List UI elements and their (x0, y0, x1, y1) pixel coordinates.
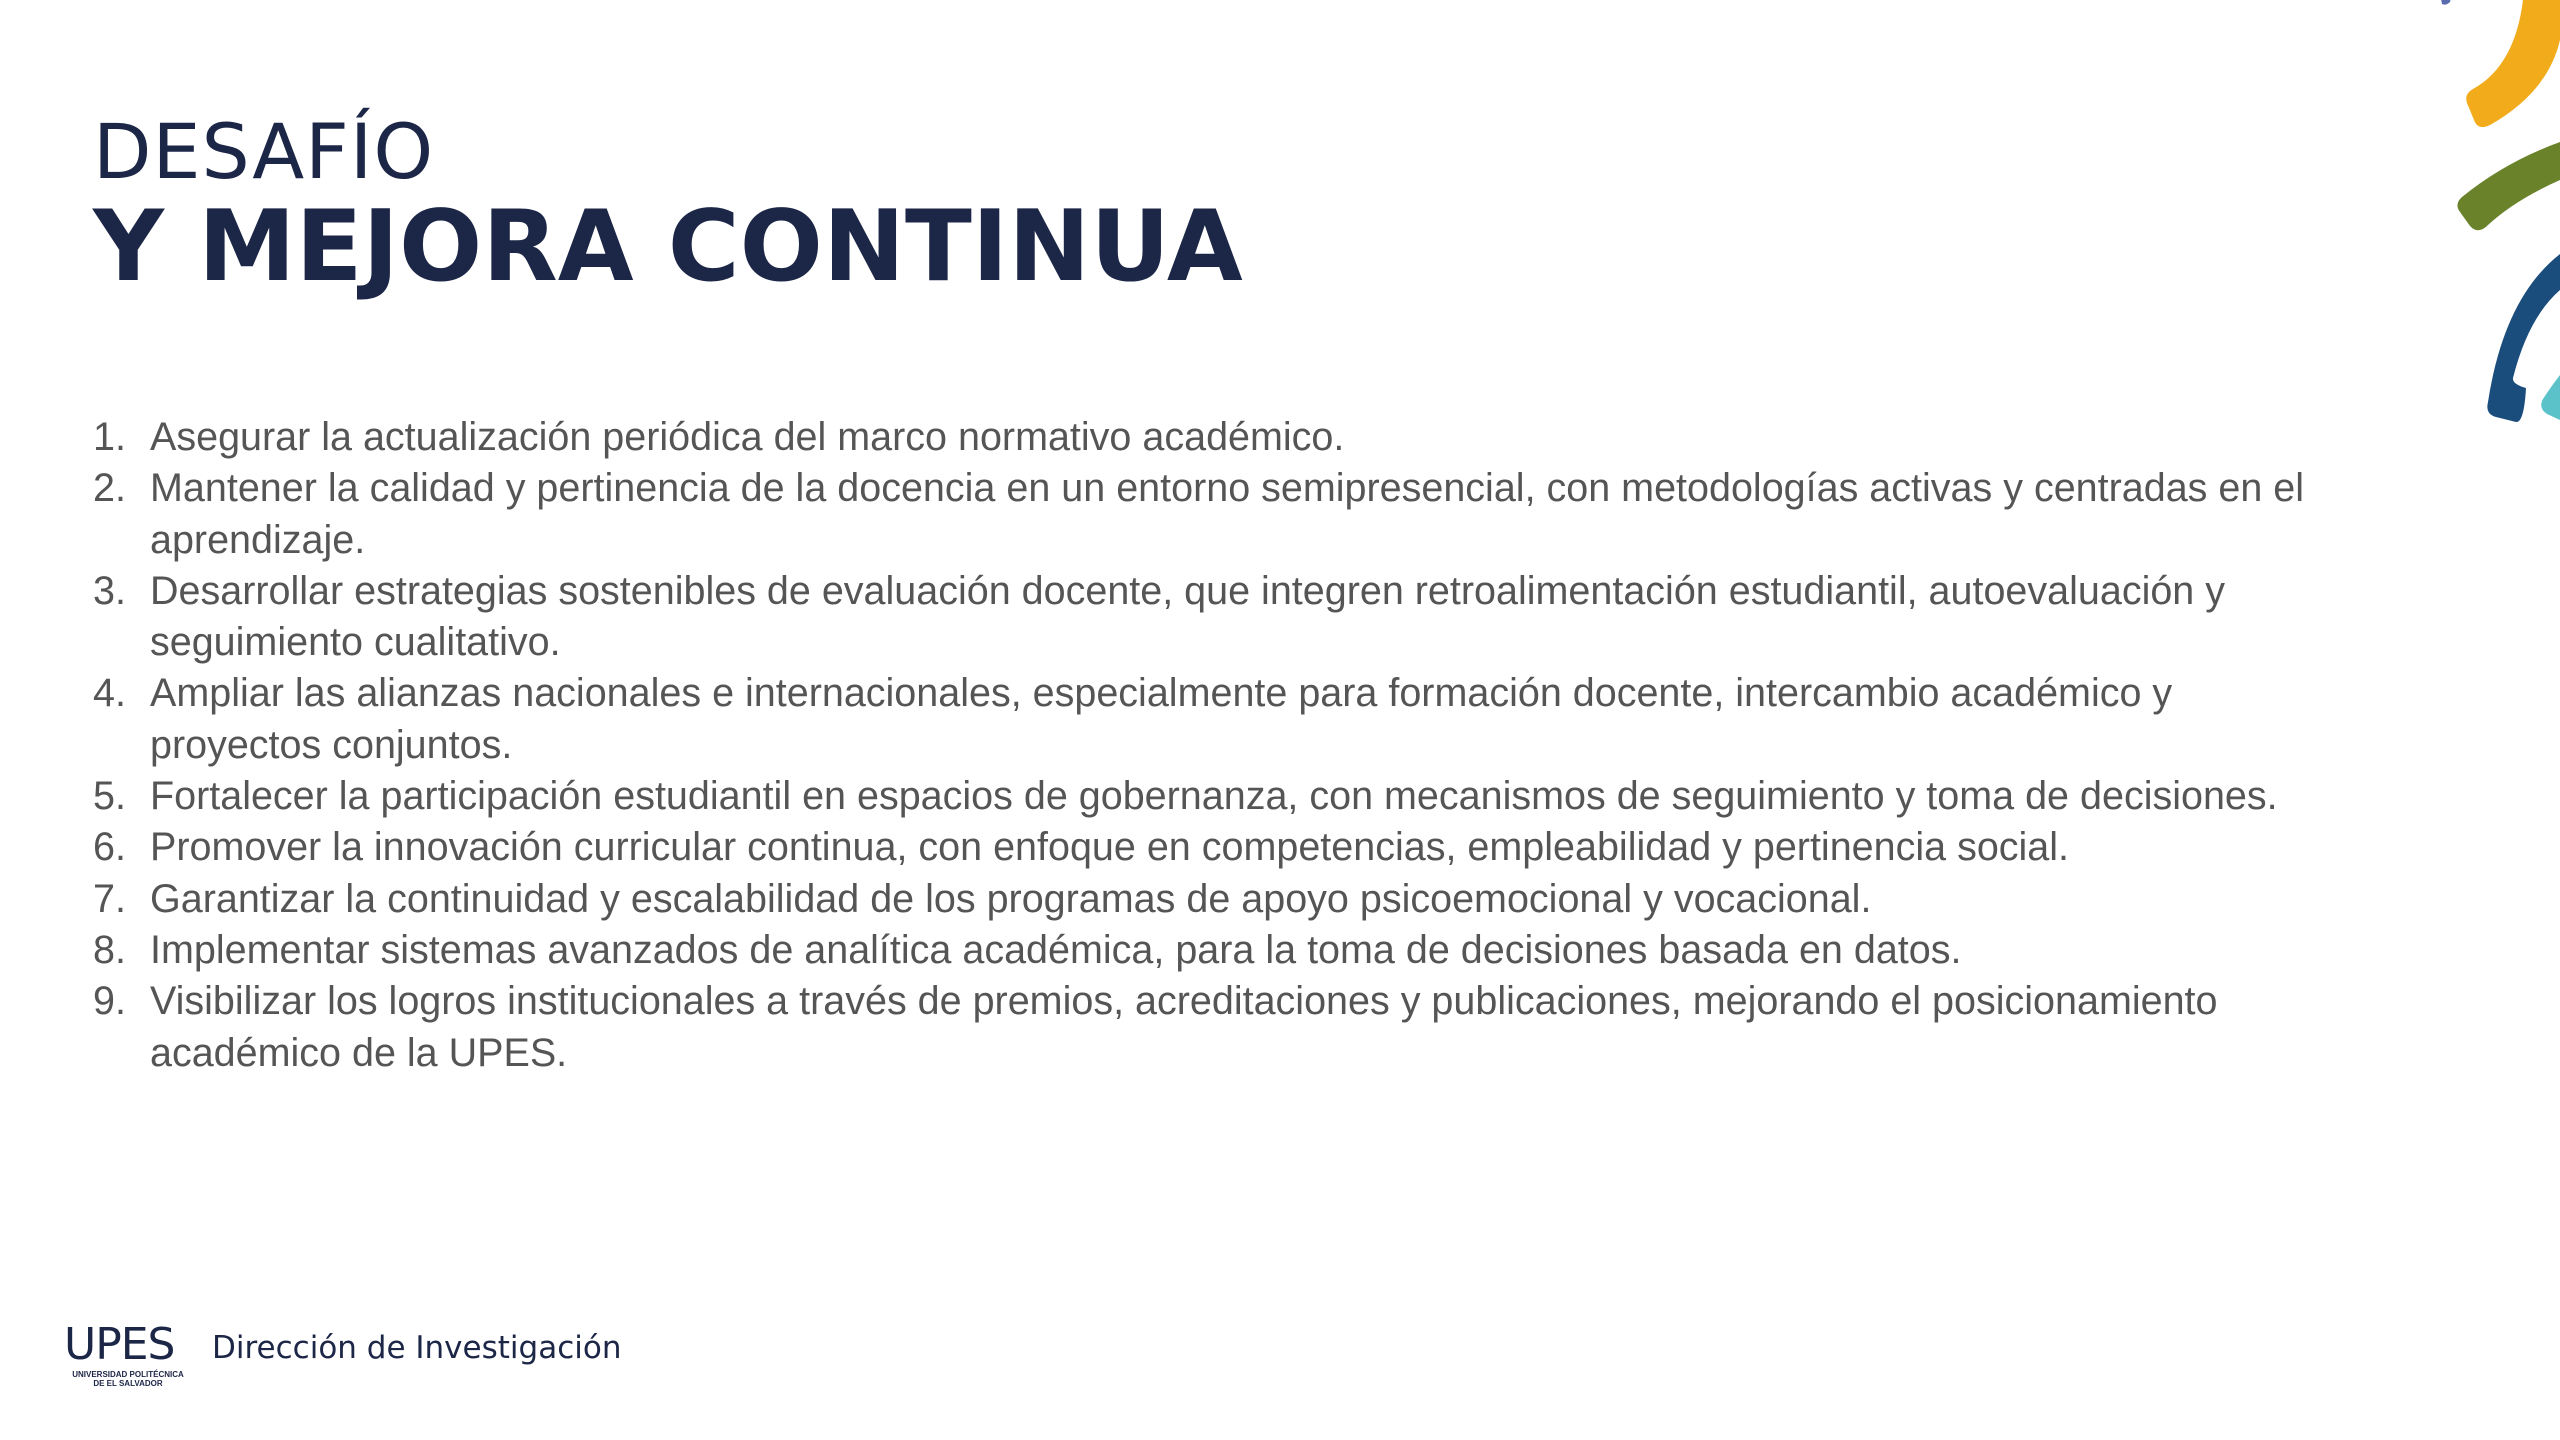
list-item-number: 8. (93, 927, 126, 972)
list-item-number: 1. (93, 415, 126, 459)
list-item-text: Ampliar las alianzas nacionales e internacionales, especialmente para formación docente, intercambio académico y proyectos conjuntos. (150, 671, 2173, 767)
page-title-line-2: Y MEJORA CONTINUA (93, 190, 1243, 304)
challenge-list (93, 412, 2353, 1079)
list-item-text: Fortalecer la participación estudiantil en espacios de gobernanza, con mecanismos de seguimiento y toma de decisiones. (150, 774, 2278, 819)
logo-wordmark: UPES (64, 1319, 175, 1370)
list-item-text: Promover la innovación curricular continua, con enfoque en competencias, empleabilidad y pertinencia social. (150, 825, 2070, 870)
list-item-text: Garantizar la continuidad y escalabilidad de los programas de apoyo psicoemocional y vocacional. (150, 876, 1872, 921)
list-item-number: 6. (93, 825, 126, 870)
list-item (93, 822, 2353, 873)
list-item (93, 771, 2353, 822)
stripe-teal (2541, 375, 2560, 420)
list-item (93, 463, 2353, 566)
list-item-text: Implementar sistemas avanzados de analítica académica, para la toma de decisiones basada en datos. (150, 927, 1962, 972)
list-item (93, 566, 2353, 669)
page-title-line-1: DESAFÍO (93, 107, 435, 196)
list-item-text: Mantener la calidad y pertinencia de la docencia en un entorno semipresencial, con metodologías activas y centradas en el aprendizaje. (150, 466, 2305, 562)
list-item-number: 4. (93, 671, 126, 716)
list-item-text: Desarrollar estrategias sostenibles de evaluación docente, que integren retroalimentación estudiantil, autoevaluación y seguimiento cualitativo. (150, 568, 2226, 665)
curved-stripes-decoration-icon (2400, 0, 2560, 440)
list-item (93, 412, 2353, 463)
list-item (93, 976, 2353, 1079)
logo-subtitle (64, 1370, 192, 1388)
logo-subtitle-line-2: DE EL SALVADOR (93, 1379, 163, 1388)
list-item-number: 3. (93, 568, 126, 613)
list-item (93, 874, 2353, 925)
list-item-text: Visibilizar los logros institucionales a través de premios, acreditaciones y publicaciones, mejorando el posicionamiento académico de la UPES. (150, 979, 2218, 1075)
list-item-number: 9. (93, 979, 126, 1024)
list-item-number: 2. (93, 466, 126, 511)
upes-logo (64, 1319, 192, 1394)
stripe-purple (2440, 0, 2452, 5)
logo-subtitle-line-1: UNIVERSIDAD POLITÉCNICA (72, 1370, 184, 1379)
department-name: Dirección de Investigación (212, 1330, 622, 1366)
stripe-green (2457, 142, 2560, 230)
list-item (93, 668, 2353, 771)
list-item (93, 925, 2353, 976)
stripe-yellow (2466, 0, 2560, 127)
list-item-number: 7. (93, 876, 126, 921)
list-item-text: Asegurar la actualización periódica del marco normativo académico. (150, 415, 1345, 459)
list-item-number: 5. (93, 774, 126, 819)
